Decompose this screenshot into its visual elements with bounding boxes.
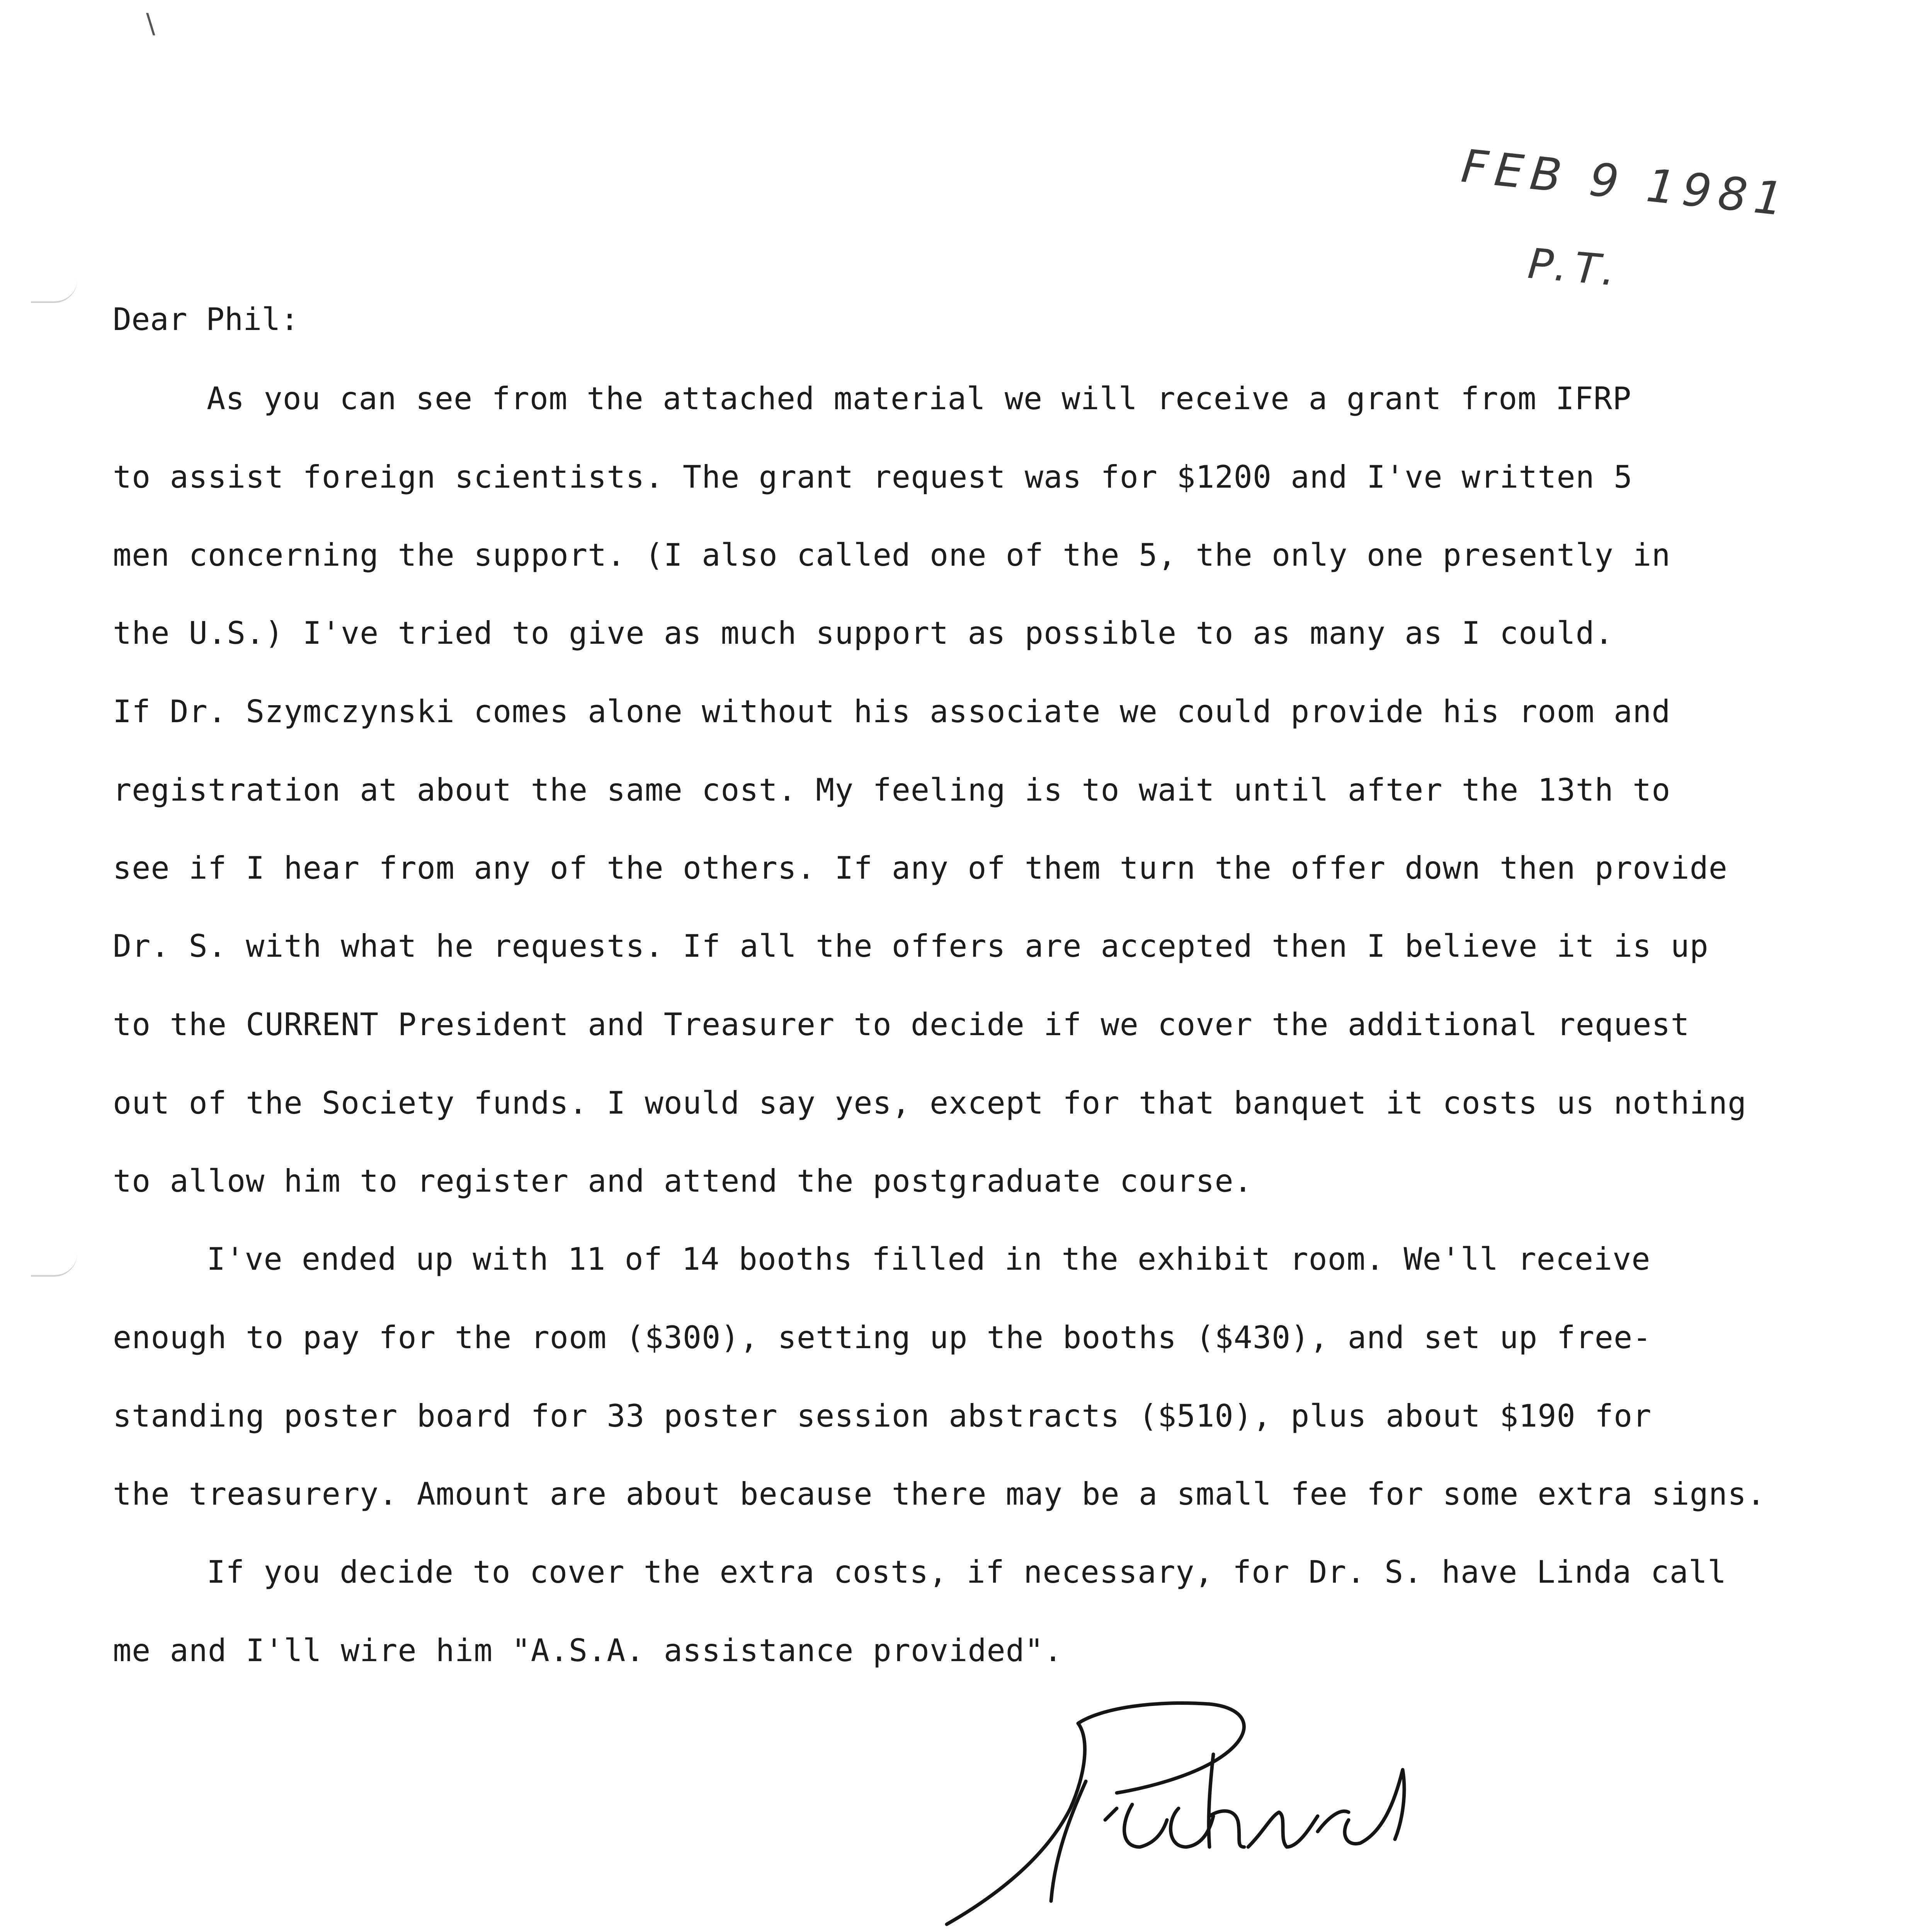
letter-line: the U.S.) I've tried to give as much support as possible to as many as I could. (113, 615, 1614, 651)
letter-line: the treasurery. Amount are about because there may be a small fee for some extra signs. (113, 1476, 1766, 1512)
salutation: Dear Phil: (113, 301, 299, 337)
letter-line: If Dr. Szymczynski comes alone without his associate we could provide his room and (113, 694, 1671, 730)
letter-line: I've ended up with 11 of 14 booths filled in the exhibit room. We'll receive (207, 1241, 1651, 1277)
letter-line: registration at about the same cost. My feeling is to wait until after the 13th to (113, 772, 1671, 808)
received-date-stamp: FEB 9 1981 (1459, 139, 1793, 227)
letter-line: out of the Society funds. I would say yes, except for that banquet it costs us nothing (113, 1085, 1747, 1121)
letter-line: me and I'll wire him "A.S.A. assistance provided". (113, 1633, 1063, 1668)
handwritten-signature (939, 1692, 1465, 1932)
hole-punch-mark (31, 278, 77, 303)
letter-line: Dr. S. with what he requests. If all the offers are accepted then I believe it is up (113, 928, 1709, 964)
letter-line: As you can see from the attached material we will receive a grant from IFRP (207, 381, 1632, 417)
letter-line: to assist foreign scientists. The grant request was for $1200 and I've written 5 (113, 459, 1633, 495)
hole-punch-mark (31, 1252, 77, 1277)
letter-line: men concerning the support. (I also called one of the 5, the only one presently in (113, 537, 1671, 573)
received-initials-stamp: P.T. (1526, 240, 1624, 296)
letter-line: enough to pay for the room ($300), setting up the booths ($430), and set up free- (113, 1320, 1652, 1355)
letter-line: to allow him to register and attend the postgraduate course. (113, 1163, 1253, 1199)
letter-line: If you decide to cover the extra costs, if necessary, for Dr. S. have Linda call (207, 1554, 1727, 1590)
letter-line: see if I hear from any of the others. If any of them turn the offer down then provide (113, 850, 1728, 886)
letter-line: to the CURRENT President and Treasurer to decide if we cover the additional request (113, 1007, 1690, 1043)
letter-line: standing poster board for 33 poster session abstracts ($510), plus about $190 for (113, 1398, 1652, 1434)
stray-pen-mark: \ (146, 8, 155, 39)
